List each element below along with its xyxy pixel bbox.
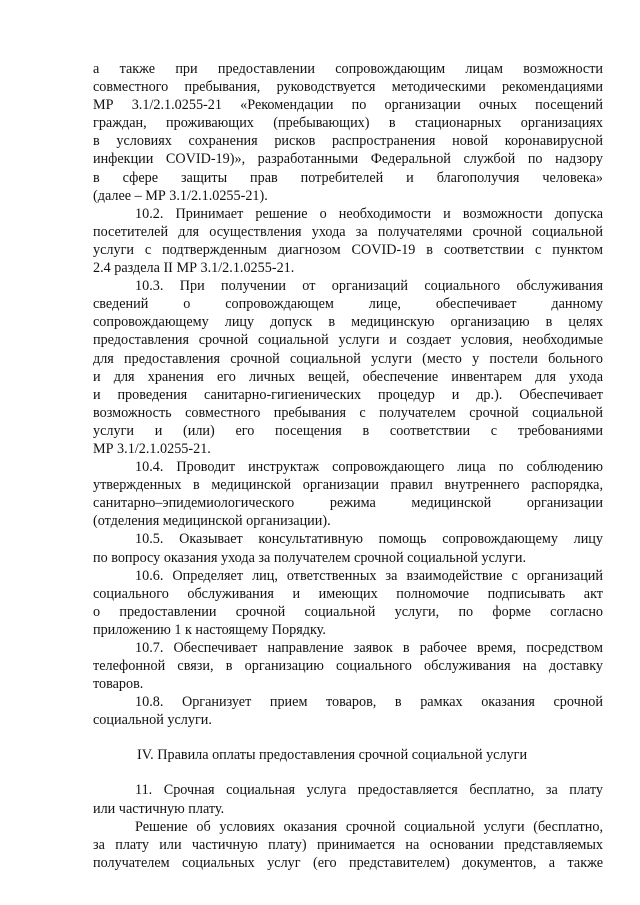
text-line: 10.6. Определяет лиц, ответственных за взаимодействие с организаций bbox=[135, 567, 603, 584]
text-line: возможность совместного пребывания с получателем срочной социальной bbox=[93, 404, 603, 421]
text-line: (далее – МР 3.1/2.1.0255-21). bbox=[93, 187, 268, 204]
paragraph-10-2 bbox=[93, 205, 603, 277]
text-line: Решение об условиях оказания срочной социальной услуги (бесплатно, bbox=[135, 818, 603, 835]
text-line: посетителей для осуществления ухода за получателями срочной социальной bbox=[93, 223, 603, 240]
text-line: социального обслуживания и имеющих полномочие подписывать акт bbox=[93, 585, 603, 602]
text-line: санитарно–эпидемиологического режима медицинской организации bbox=[93, 495, 603, 512]
text-line: 10.2. Принимает решение о необходимости и возможности допуска bbox=[135, 205, 603, 222]
paragraph-10-4 bbox=[93, 458, 603, 530]
text-line: и для хранения его личных вещей, обеспечение инвентарем для ухода bbox=[93, 368, 603, 385]
section-heading: IV. Правила оплаты предоставления срочной социальной услуги bbox=[137, 747, 528, 764]
text-line: приложению 1 к настоящему Порядку. bbox=[93, 621, 326, 638]
text-line: о предоставлении срочной социальной услуги, по форме согласно bbox=[93, 603, 603, 620]
paragraph-11 bbox=[93, 781, 603, 817]
text-line: за плату или частичную плату) принимается на основании представляемых bbox=[93, 836, 603, 853]
text-line: совместного пребывания, руководствуется методическими рекомендациями bbox=[93, 79, 603, 96]
text-line: получателем социальных услуг (его представителем) документов, а также bbox=[93, 854, 603, 871]
text-line: предоставления срочной социальной услуги и создает условия, необходимые bbox=[93, 332, 603, 349]
text-line: 10.7. Обеспечивает направление заявок в рабочее время, посредством bbox=[135, 640, 603, 656]
text-line: инфекции COVID-19)», разработанными Федеральной службой по надзору bbox=[93, 151, 603, 168]
text-line: МР 3.1/2.1.0255-21. bbox=[93, 440, 211, 457]
text-line: для предоставления срочной социальной услуги (место у постели больного bbox=[93, 350, 603, 367]
text-line: телефонной связи, в организацию социального обслуживания на доставку bbox=[93, 658, 603, 675]
text-line: сведений о сопровождающем лице, обеспечивает данному bbox=[93, 296, 603, 313]
paragraph-10-3 bbox=[93, 277, 603, 458]
text-line: 11. Срочная социальная услуга предоставляется бесплатно, за плату bbox=[135, 782, 603, 799]
text-line: услуги и (или) его посещения в соответствии с требованиями bbox=[93, 422, 603, 439]
text-line: (отделения медицинской организации). bbox=[93, 513, 331, 530]
paragraph-11-continued bbox=[93, 818, 603, 872]
text-line: 10.3. При получении от организаций социального обслуживания bbox=[135, 278, 603, 295]
text-line: сопровождающему лицу допуск в медицинскую организацию в целях bbox=[93, 314, 603, 331]
paragraph-10-8 bbox=[93, 693, 603, 729]
text-line: 10.4. Проводит инструктаж сопровождающего лица по соблюдению bbox=[135, 459, 603, 476]
paragraph-10-7 bbox=[93, 639, 603, 693]
text-line: товаров. bbox=[93, 676, 144, 693]
text-line: услуги с подтвержденным диагнозом COVID-19 в соответствии с пунктом bbox=[93, 241, 603, 258]
document-body bbox=[93, 60, 603, 872]
text-line: утвержденных в медицинской организации правил внутреннего распорядка, bbox=[93, 477, 603, 494]
text-line: по вопросу оказания ухода за получателем срочной социальной услуги. bbox=[93, 549, 526, 566]
text-line: в условиях сохранения рисков распространения новой коронавирусной bbox=[93, 133, 603, 150]
text-line: 10.8. Организует прием товаров, в рамках оказания срочной bbox=[135, 694, 603, 711]
text-line: МР 3.1/2.1.0255-21 «Рекомендации по организации очных посещений bbox=[93, 97, 603, 114]
paragraph-10-5 bbox=[93, 530, 603, 566]
paragraph-10-6 bbox=[93, 567, 603, 639]
text-line: или частичную плату. bbox=[93, 800, 225, 817]
text-line: 10.5. Оказывает консультативную помощь сопровождающему лицу bbox=[135, 531, 603, 548]
text-line: в сфере защиты прав потребителей и благополучия человека» bbox=[93, 169, 603, 186]
text-line: 2.4 раздела II МР 3.1/2.1.0255-21. bbox=[93, 260, 295, 277]
paragraph-continuation bbox=[93, 60, 603, 205]
text-line: и проведения санитарно-гигиенических процедур и др.). Обеспечивает bbox=[93, 386, 603, 403]
text-line: граждан, проживающих (пребывающих) в стационарных организациях bbox=[93, 115, 603, 132]
text-line: социальной услуги. bbox=[93, 712, 212, 729]
text-line: а также при предоставлении сопровождающим лицам возможности bbox=[93, 61, 603, 77]
